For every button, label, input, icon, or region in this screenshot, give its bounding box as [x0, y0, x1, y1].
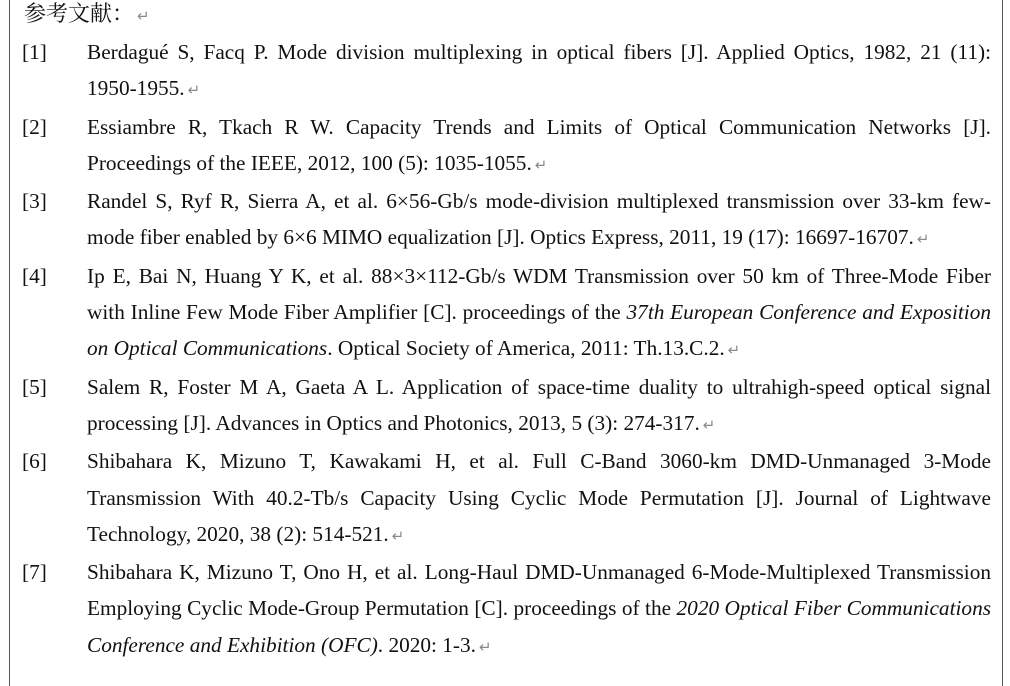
reference-text — [87, 109, 991, 184]
paragraph-mark-icon: ↵ — [534, 155, 548, 174]
reference-italic: 37th European Conference and Exposition on Optical Communications — [87, 300, 991, 361]
reference-tail: . Optical Society of America, 2011: Th.13.C.2. — [327, 336, 725, 361]
reference-body: Ip E, Bai N, Huang Y K, et al. 88×3×112-Gb/s WDM Transmission over 50 km of Three-Mode Fiber with Inline Few Mode Fiber Amplifier [C]. proceedings of the — [87, 263, 991, 325]
reference-number: [6] — [22, 449, 47, 474]
reference-text — [87, 183, 991, 258]
reference-tail: . 2020: 1-3. — [377, 632, 476, 657]
reference-text — [87, 443, 991, 554]
reference-list — [22, 34, 991, 665]
reference-text — [87, 34, 991, 109]
reference-item — [22, 443, 991, 554]
reference-number: [7] — [22, 560, 47, 585]
paragraph-mark-icon: ↵ — [391, 526, 405, 545]
paragraph-mark-icon: ↵ — [702, 415, 716, 434]
reference-number: [4] — [22, 263, 47, 288]
reference-body: Shibahara K, Mizuno T, Ono H, et al. Long-Haul DMD-Unmanaged 6-Mode-Multiplexed Transmission Employing Cyclic Mode-Group Permutation [C]. proceedings of the — [87, 560, 991, 621]
paragraph-mark-icon: ↵ — [727, 341, 741, 360]
reference-number: [1] — [22, 40, 47, 64]
paragraph-mark-icon: ↵ — [479, 637, 492, 656]
reference-item — [22, 554, 991, 665]
paragraph-mark-icon: ↵ — [187, 81, 201, 100]
references-heading — [24, 2, 150, 29]
reference-item — [22, 109, 991, 184]
reference-text — [87, 369, 991, 444]
reference-item — [22, 34, 991, 109]
reference-item — [22, 258, 991, 369]
reference-text — [87, 554, 991, 665]
reference-number: [2] — [22, 114, 47, 139]
reference-item — [22, 369, 991, 444]
reference-number: [3] — [22, 189, 47, 214]
reference-number: [5] — [22, 374, 47, 399]
reference-body: Shibahara K, Mizuno T, Kawakami H, et al. Full C-Band 3060-km DMD-Unmanaged 3-Mode Transmission With 40.2-Tb/s Capacity Using Cyclic Mode Permutation [J]. Journal of Lightwave Technology, 2020, 38 (2): 514-521. — [87, 449, 991, 546]
reference-body: Essiambre R, Tkach R W. Capacity Trends and Limits of Optical Communication Networks [J]. Proceedings of the IEEE, 2012, 100 (5): 1035-1055. — [87, 114, 991, 175]
reference-text — [87, 258, 991, 369]
paragraph-mark-icon: ↵ — [137, 7, 150, 25]
reference-item — [22, 183, 991, 258]
reference-italic: 2020 Optical Fiber Communications Conference and Exhibition (OFC) — [87, 596, 991, 657]
reference-body: Randel S, Ryf R, Sierra A, et al. 6×56-Gb/s mode-division multiplexed transmission over 33-km few-mode fiber enabled by 6×6 MIMO equalization [J]. Optics Express, 2011, 19 (17): 16697-16707. — [87, 189, 991, 250]
references-heading-text: 参考文献： — [24, 2, 135, 27]
reference-body: Berdagué S, Facq P. Mode division multiplexing in optical fibers [J]. Applied Optics, 1982, 21 (11): 1950-1955. — [87, 40, 991, 101]
paragraph-mark-icon: ↵ — [916, 230, 930, 249]
reference-body: Salem R, Foster M A, Gaeta A L. Application of space-time duality to ultrahigh-speed optical signal processing [J]. Advances in Optics and Photonics, 2013, 5 (3): 274-317. — [87, 374, 991, 435]
document-page — [9, 0, 1003, 686]
